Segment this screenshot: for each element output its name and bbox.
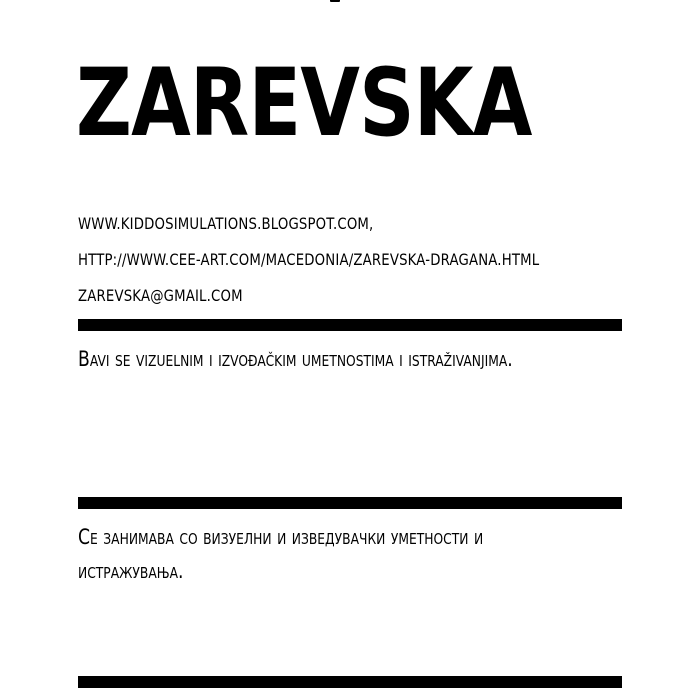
contact-links [78, 206, 543, 314]
divider [78, 497, 622, 509]
artist-name-title: ZAREVSKA [76, 49, 532, 158]
description-latin: Bavi se vizuelnim i izvođačkim umetnostima i istraživanjima. [78, 347, 513, 371]
portfolio-link[interactable]: HTTP://WWW.CEE-ART.COM/MACEDONIA/ZAREVSKA-DRAGANA.HTML [78, 250, 540, 269]
blog-link[interactable]: WWW.KIDDOSIMULATIONS.BLOGSPOT.COM, [78, 214, 374, 233]
divider [78, 676, 622, 688]
divider [78, 319, 622, 331]
description-cyrillic: Се занимава со визуелни и изведувачки уметности и истражувања. [78, 525, 484, 583]
top-text-fragment [330, 0, 340, 2]
email-link[interactable]: ZAREVSKA@GMAIL.COM [78, 286, 243, 305]
